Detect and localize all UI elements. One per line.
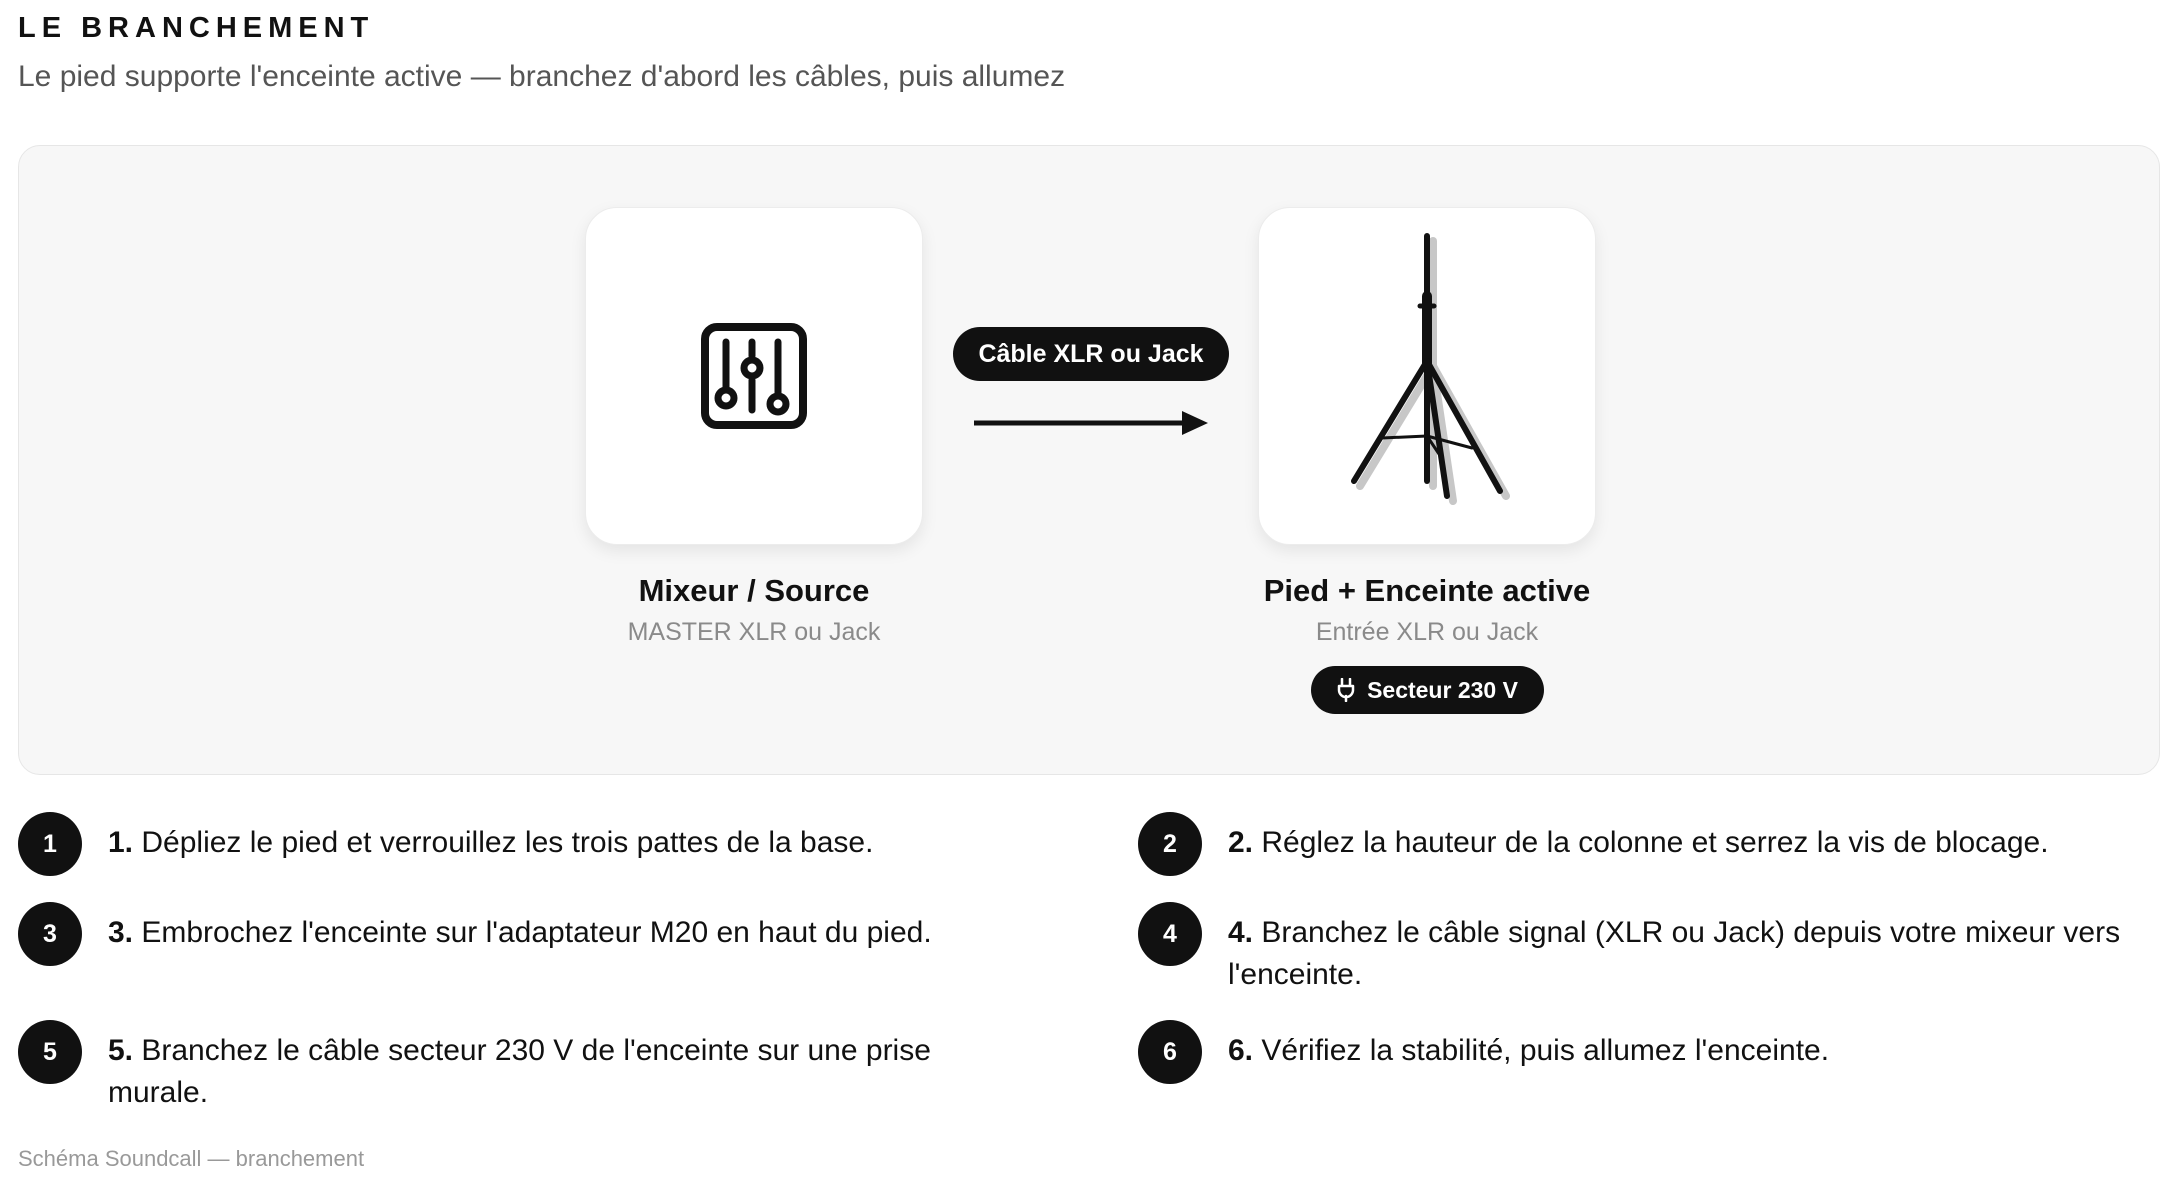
step-description: Branchez le câble secteur 230 V de l'enceinte sur une prise murale. xyxy=(108,1034,931,1109)
step-number-badge: 2 xyxy=(1138,812,1202,876)
step-item xyxy=(1138,902,2168,996)
mixer-faders-icon xyxy=(700,322,808,430)
step-item xyxy=(1138,812,2168,876)
step-text xyxy=(108,822,873,864)
step-label-number: 2. xyxy=(1228,826,1254,859)
step-description: Embrochez l'enceinte sur l'adaptateur M20 en haut du pied. xyxy=(141,916,932,949)
step-description: Réglez la hauteur de la colonne et serrez la vis de blocage. xyxy=(1261,826,2049,859)
speaker-stand-card xyxy=(1258,207,1596,545)
step-text xyxy=(1228,912,2168,996)
plug-icon xyxy=(1337,678,1355,702)
step-label-number: 5. xyxy=(108,1034,134,1067)
step-text xyxy=(1228,1030,1829,1072)
step-description: Dépliez le pied et verrouillez les trois pattes de la base. xyxy=(141,826,874,859)
figure-caption: Schéma Soundcall — branchement xyxy=(18,1146,365,1171)
step-description: Branchez le câble signal (XLR ou Jack) depuis votre mixeur vers l'enceinte. xyxy=(1228,916,2121,991)
target-sub: Entrée XLR ou Jack xyxy=(1315,618,1539,646)
speaker-stand-tripod-icon xyxy=(1342,226,1512,526)
step-number-badge: 1 xyxy=(18,812,82,876)
step-label-number: 6. xyxy=(1228,1034,1254,1067)
step-description: Vérifiez la stabilité, puis allumez l'enceinte. xyxy=(1261,1034,1830,1067)
step-label-number: 3. xyxy=(108,916,134,949)
step-text xyxy=(1228,822,2049,864)
section-subtitle: Le pied supporte l'enceinte active — branchez d'abord les câbles, puis allumez xyxy=(18,60,1066,93)
step-item xyxy=(1138,1020,2168,1084)
step-label-number: 4. xyxy=(1228,916,1254,949)
step-item xyxy=(18,902,1098,966)
mixer-source-card xyxy=(585,207,923,545)
step-number-badge: 6 xyxy=(1138,1020,1202,1084)
step-number-badge: 3 xyxy=(18,902,82,966)
connection-diagram xyxy=(18,145,2160,775)
step-number-badge: 5 xyxy=(18,1020,82,1084)
arrow-right-icon xyxy=(974,409,1210,437)
target-name: Pied + Enceinte active xyxy=(1263,573,1591,608)
power-badge xyxy=(1311,666,1544,714)
step-number-badge: 4 xyxy=(1138,902,1202,966)
step-label-number: 1. xyxy=(108,826,134,859)
step-item xyxy=(18,1020,1008,1114)
step-item xyxy=(18,812,1098,876)
cable-label: Câble XLR ou Jack xyxy=(953,327,1229,381)
section-title: LE BRANCHEMENT xyxy=(18,12,375,44)
step-text xyxy=(108,912,932,954)
source-sub: MASTER XLR ou Jack xyxy=(627,618,881,646)
power-badge-label: Secteur 230 V xyxy=(1367,676,1518,703)
step-text xyxy=(108,1030,1008,1114)
source-name: Mixeur / Source xyxy=(638,573,870,608)
